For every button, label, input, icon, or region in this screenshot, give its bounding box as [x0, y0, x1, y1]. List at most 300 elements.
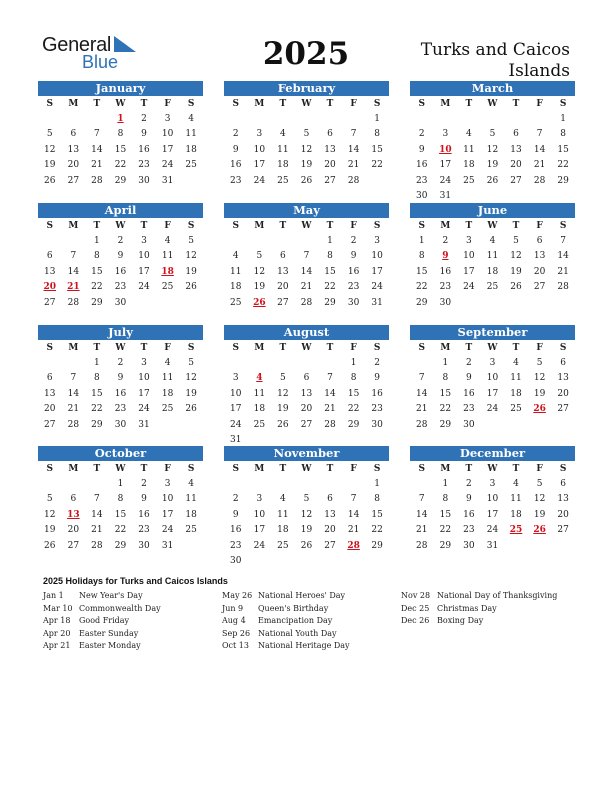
day-cell: 17 [463, 266, 475, 277]
day-cell: 13 [324, 509, 336, 520]
day-cell: 19 [253, 282, 266, 293]
weekday-row [38, 461, 203, 477]
holiday-item [43, 615, 161, 628]
day-cell: 9 [466, 494, 472, 505]
empty-day-cell [224, 112, 248, 127]
day-cell: 28 [416, 419, 428, 430]
holiday-item [222, 615, 350, 628]
week-row [224, 356, 389, 371]
day-cell: 8 [327, 251, 333, 262]
holiday-date: Apr 18 [43, 616, 71, 626]
week-row [410, 356, 575, 371]
day-cell: 19 [486, 160, 499, 171]
day-cell: 15 [557, 144, 569, 155]
day-cell: 15 [439, 509, 452, 520]
day-cell: 18 [161, 388, 174, 399]
weekday-label: F [164, 221, 171, 231]
empty-day-cell [38, 477, 62, 492]
day-cell: 24 [371, 282, 383, 293]
day-cell: 5 [46, 494, 53, 505]
holiday-date: Dec 25 [401, 603, 430, 613]
weekday-label: T [326, 221, 334, 231]
day-cell: 8 [117, 129, 124, 140]
day-cell: 7 [327, 373, 333, 384]
day-cell: 10 [253, 144, 266, 155]
weekday-label: M [440, 464, 451, 474]
day-cell: 30 [114, 419, 127, 430]
day-cell: 15 [91, 388, 103, 399]
day-cell: 2 [418, 129, 425, 140]
day-cell: 12 [44, 144, 56, 155]
holiday-item [43, 640, 161, 653]
day-cell: 29 [557, 175, 569, 186]
weekday-label: T [279, 464, 287, 474]
holiday-date: Apr 20 [43, 628, 71, 638]
empty-day-cell [528, 418, 552, 433]
weekday-label: W [301, 99, 312, 109]
empty-day-cell [271, 356, 295, 371]
holiday-day-cell: 26 [533, 525, 546, 536]
empty-day-cell [248, 356, 272, 371]
day-cell: 15 [91, 266, 103, 277]
day-cell: 28 [347, 175, 360, 186]
day-cell: 3 [256, 494, 263, 505]
day-cell: 18 [463, 160, 475, 171]
empty-day-cell [342, 477, 366, 492]
week-row [410, 249, 575, 264]
weekday-label: F [350, 343, 357, 353]
weekday-label: S [46, 99, 54, 109]
day-cell: 25 [486, 282, 499, 293]
holiday-day-cell: 10 [439, 144, 452, 155]
day-cell: 22 [347, 404, 360, 415]
day-cell: 6 [46, 373, 53, 384]
week-row [410, 508, 575, 523]
day-cell: 5 [536, 358, 543, 368]
weekday-label: S [187, 343, 195, 353]
empty-day-cell [318, 477, 342, 492]
day-cell: 27 [300, 419, 313, 430]
logo-word-general: General [42, 34, 112, 56]
day-cell: 2 [117, 236, 124, 246]
day-cell: 22 [114, 160, 127, 171]
week-row [224, 234, 389, 249]
day-cell: 18 [510, 509, 522, 520]
day-cell: 24 [253, 175, 266, 186]
week-row [38, 402, 203, 417]
week-row [224, 371, 389, 386]
empty-day-cell [410, 356, 434, 371]
day-cell: 11 [510, 494, 522, 505]
day-cell: 16 [138, 144, 150, 155]
holidays-column [43, 590, 161, 653]
week-row [38, 371, 203, 386]
day-cell: 5 [513, 236, 519, 246]
holiday-name: Boxing Day [437, 616, 484, 626]
week-row [224, 508, 389, 523]
day-cell: 27 [324, 175, 336, 186]
weekday-label: W [115, 464, 126, 474]
day-cell: 14 [300, 266, 313, 277]
day-cell: 4 [489, 236, 496, 246]
weekday-label: T [93, 464, 101, 474]
day-cell: 10 [138, 373, 150, 384]
week-row [410, 387, 575, 402]
day-cell: 5 [46, 129, 53, 140]
day-cell: 1 [560, 114, 567, 124]
day-cell: 23 [347, 282, 360, 293]
day-cell: 1 [350, 358, 357, 368]
weekday-label: T [326, 99, 334, 109]
day-cell: 24 [439, 175, 452, 186]
month-october [38, 446, 203, 554]
day-cell: 2 [141, 479, 147, 489]
day-cell: 28 [300, 297, 313, 308]
calendar-year: 2025 [262, 36, 350, 72]
day-cell: 13 [557, 373, 569, 384]
week-row [38, 492, 203, 507]
weekday-label: S [373, 221, 381, 231]
day-cell: 22 [324, 282, 336, 293]
day-cell: 16 [114, 388, 127, 399]
weekday-label: S [187, 99, 195, 109]
day-cell: 21 [91, 160, 103, 171]
day-cell: 21 [91, 525, 103, 536]
day-cell: 13 [277, 266, 289, 277]
day-cell: 17 [439, 160, 452, 171]
day-cell: 23 [230, 540, 242, 551]
day-cell: 16 [347, 266, 360, 277]
day-cell: 16 [371, 388, 383, 399]
empty-day-cell [156, 296, 180, 311]
day-cell: 13 [44, 266, 56, 277]
day-cell: 12 [185, 251, 197, 262]
day-cell: 24 [230, 419, 242, 430]
week-row [38, 112, 203, 127]
holiday-item [401, 590, 557, 603]
empty-day-cell [551, 418, 575, 433]
day-cell: 25 [510, 404, 522, 415]
day-cell: 17 [138, 388, 150, 399]
day-cell: 17 [161, 509, 174, 520]
week-row [224, 143, 389, 158]
day-cell: 5 [303, 129, 310, 140]
holiday-item [401, 603, 557, 616]
week-row [410, 143, 575, 158]
month-may [224, 203, 389, 311]
day-cell: 17 [253, 160, 266, 171]
holiday-date: Oct 13 [222, 641, 249, 651]
day-cell: 12 [510, 251, 522, 262]
week-row [410, 127, 575, 142]
empty-day-cell [179, 174, 203, 189]
day-cell: 21 [300, 282, 313, 293]
empty-day-cell [504, 112, 528, 127]
day-cell: 8 [442, 494, 449, 505]
month-header: August [224, 325, 389, 340]
day-cell: 13 [510, 144, 522, 155]
day-cell: 3 [141, 358, 147, 368]
weekday-label: T [93, 99, 101, 109]
day-cell: 6 [303, 373, 310, 384]
week-row [224, 265, 389, 280]
empty-day-cell [528, 296, 552, 311]
day-cell: 2 [466, 479, 472, 489]
weekday-row [410, 340, 575, 356]
week-row [410, 112, 575, 127]
empty-day-cell [342, 554, 366, 569]
day-cell: 7 [350, 129, 357, 140]
empty-day-cell [551, 296, 575, 311]
day-cell: 25 [277, 175, 289, 186]
day-cell: 15 [416, 266, 428, 277]
day-cell: 24 [138, 282, 150, 293]
day-cell: 6 [46, 251, 53, 262]
day-cell: 16 [230, 525, 242, 536]
week-row [38, 523, 203, 538]
day-cell: 18 [185, 144, 197, 155]
day-cell: 6 [280, 251, 286, 262]
day-cell: 20 [300, 404, 313, 415]
day-cell: 20 [324, 160, 336, 171]
day-cell: 3 [374, 236, 381, 246]
day-cell: 1 [418, 236, 425, 246]
day-cell: 5 [256, 251, 263, 262]
day-cell: 8 [560, 129, 567, 140]
weekday-label: M [254, 221, 265, 231]
weekday-label: S [46, 464, 54, 474]
day-cell: 25 [185, 525, 197, 536]
empty-day-cell [132, 296, 156, 311]
day-cell: 21 [533, 160, 546, 171]
day-cell: 12 [185, 373, 197, 384]
week-row [410, 477, 575, 492]
weekday-label: T [465, 221, 473, 231]
holiday-item [222, 590, 350, 603]
week-row [38, 477, 203, 492]
day-cell: 3 [141, 236, 147, 246]
day-cell: 29 [347, 419, 360, 430]
day-cell: 9 [232, 144, 239, 155]
holiday-day-cell: 4 [256, 373, 263, 384]
weekday-label: M [68, 99, 79, 109]
holiday-item [401, 615, 557, 628]
weekday-label: S [418, 221, 426, 231]
holiday-date: Nov 28 [401, 591, 431, 600]
day-cell: 19 [300, 525, 313, 536]
weekday-label: M [440, 343, 451, 353]
day-cell: 12 [253, 266, 266, 277]
weekday-label: F [536, 343, 543, 353]
holiday-day-cell: 20 [43, 282, 57, 293]
day-cell: 25 [185, 160, 197, 171]
day-cell: 3 [489, 479, 496, 489]
empty-day-cell [342, 112, 366, 127]
weekday-row [38, 96, 203, 112]
day-cell: 30 [416, 190, 428, 201]
day-cell: 22 [371, 525, 383, 536]
holiday-name: Easter Sunday [79, 628, 139, 638]
day-cell: 10 [253, 509, 266, 520]
day-cell: 6 [560, 479, 567, 489]
day-cell: 17 [486, 509, 499, 520]
day-cell: 23 [138, 525, 150, 536]
weekday-row [410, 461, 575, 477]
weekday-label: F [536, 99, 543, 109]
holidays-column [222, 590, 350, 653]
day-cell: 3 [489, 358, 496, 368]
holiday-day-cell: 13 [67, 509, 80, 520]
day-cell: 21 [67, 404, 80, 415]
day-cell: 28 [67, 419, 80, 430]
week-row [410, 418, 575, 433]
day-cell: 27 [533, 282, 546, 293]
day-cell: 13 [324, 144, 336, 155]
day-cell: 28 [557, 282, 569, 293]
day-cell: 23 [114, 282, 127, 293]
holiday-date: Jan 1 [43, 591, 64, 600]
weekday-label: W [115, 99, 126, 109]
day-cell: 10 [463, 251, 475, 262]
weekday-label: F [164, 464, 171, 474]
holiday-item [43, 628, 161, 641]
day-cell: 4 [164, 358, 171, 368]
day-cell: 2 [374, 358, 381, 368]
day-cell: 8 [374, 129, 381, 140]
day-cell: 6 [560, 358, 567, 368]
week-row [38, 234, 203, 249]
day-cell: 2 [232, 494, 239, 505]
day-cell: 27 [557, 404, 569, 415]
weekday-label: F [536, 464, 543, 474]
day-cell: 21 [416, 525, 428, 536]
week-row [38, 265, 203, 280]
day-cell: 27 [510, 175, 522, 186]
weekday-label: M [254, 464, 265, 474]
day-cell: 15 [347, 388, 360, 399]
empty-day-cell [365, 554, 389, 569]
day-cell: 22 [91, 404, 103, 415]
day-cell: 8 [94, 251, 100, 262]
week-row [224, 477, 389, 492]
day-cell: 17 [161, 144, 174, 155]
day-cell: 26 [185, 282, 197, 293]
month-header: September [410, 325, 575, 340]
week-row [224, 112, 389, 127]
day-cell: 30 [230, 555, 242, 566]
month-header: October [38, 446, 203, 461]
day-cell: 4 [188, 114, 195, 124]
weekday-row [224, 218, 389, 234]
day-cell: 23 [439, 282, 452, 293]
day-cell: 12 [300, 509, 313, 520]
day-cell: 1 [374, 479, 381, 489]
day-cell: 11 [161, 373, 174, 384]
day-cell: 5 [536, 479, 543, 489]
holidays-column [401, 590, 557, 628]
holiday-name: Commonwealth Day [79, 603, 161, 613]
day-cell: 13 [533, 251, 546, 262]
week-row [224, 402, 389, 417]
day-cell: 16 [463, 388, 475, 399]
day-cell: 25 [161, 282, 174, 293]
day-cell: 7 [418, 494, 425, 505]
weekday-label: M [68, 221, 79, 231]
day-cell: 10 [161, 494, 174, 505]
empty-day-cell [457, 296, 481, 311]
week-row [38, 296, 203, 311]
day-cell: 9 [350, 251, 357, 262]
weekday-row [38, 340, 203, 356]
week-row [410, 371, 575, 386]
weekday-label: T [279, 99, 287, 109]
day-cell: 3 [232, 373, 239, 384]
week-row [410, 402, 575, 417]
weekday-label: T [279, 221, 287, 231]
day-cell: 2 [442, 236, 449, 246]
empty-day-cell [318, 554, 342, 569]
day-cell: 16 [230, 160, 242, 171]
empty-day-cell [62, 356, 86, 371]
day-cell: 29 [91, 419, 103, 430]
holiday-name: Good Friday [79, 616, 130, 626]
day-cell: 4 [188, 479, 195, 489]
week-row [38, 158, 203, 173]
day-cell: 18 [253, 404, 266, 415]
day-cell: 20 [44, 404, 56, 415]
day-cell: 30 [114, 297, 127, 308]
day-cell: 11 [185, 129, 197, 140]
holiday-name: Easter Monday [79, 641, 141, 651]
empty-day-cell [224, 477, 248, 492]
weekday-label: S [559, 343, 567, 353]
weekday-label: W [487, 464, 498, 474]
day-cell: 12 [44, 509, 56, 520]
weekday-label: W [301, 464, 312, 474]
holiday-day-cell: 1 [117, 114, 124, 124]
day-cell: 30 [347, 297, 360, 308]
day-cell: 7 [418, 373, 425, 384]
day-cell: 4 [164, 236, 171, 246]
week-row [410, 296, 575, 311]
holiday-item [43, 590, 161, 603]
day-cell: 24 [486, 404, 499, 415]
day-cell: 22 [371, 160, 383, 171]
week-row [38, 387, 203, 402]
empty-day-cell [38, 234, 62, 249]
week-row [410, 234, 575, 249]
weekday-label: S [418, 99, 426, 109]
empty-day-cell [38, 356, 62, 371]
empty-day-cell [179, 539, 203, 554]
day-cell: 22 [416, 282, 428, 293]
weekday-label: S [46, 343, 54, 353]
week-row [38, 280, 203, 295]
day-cell: 25 [253, 419, 266, 430]
day-cell: 31 [161, 175, 174, 186]
empty-day-cell [271, 477, 295, 492]
weekday-row [224, 340, 389, 356]
weekday-label: T [279, 343, 287, 353]
weekday-row [224, 96, 389, 112]
day-cell: 15 [371, 509, 383, 520]
day-cell: 1 [442, 358, 449, 368]
empty-day-cell [248, 112, 272, 127]
day-cell: 23 [463, 525, 475, 536]
day-cell: 8 [117, 494, 124, 505]
day-cell: 15 [114, 509, 127, 520]
weekday-row [410, 218, 575, 234]
